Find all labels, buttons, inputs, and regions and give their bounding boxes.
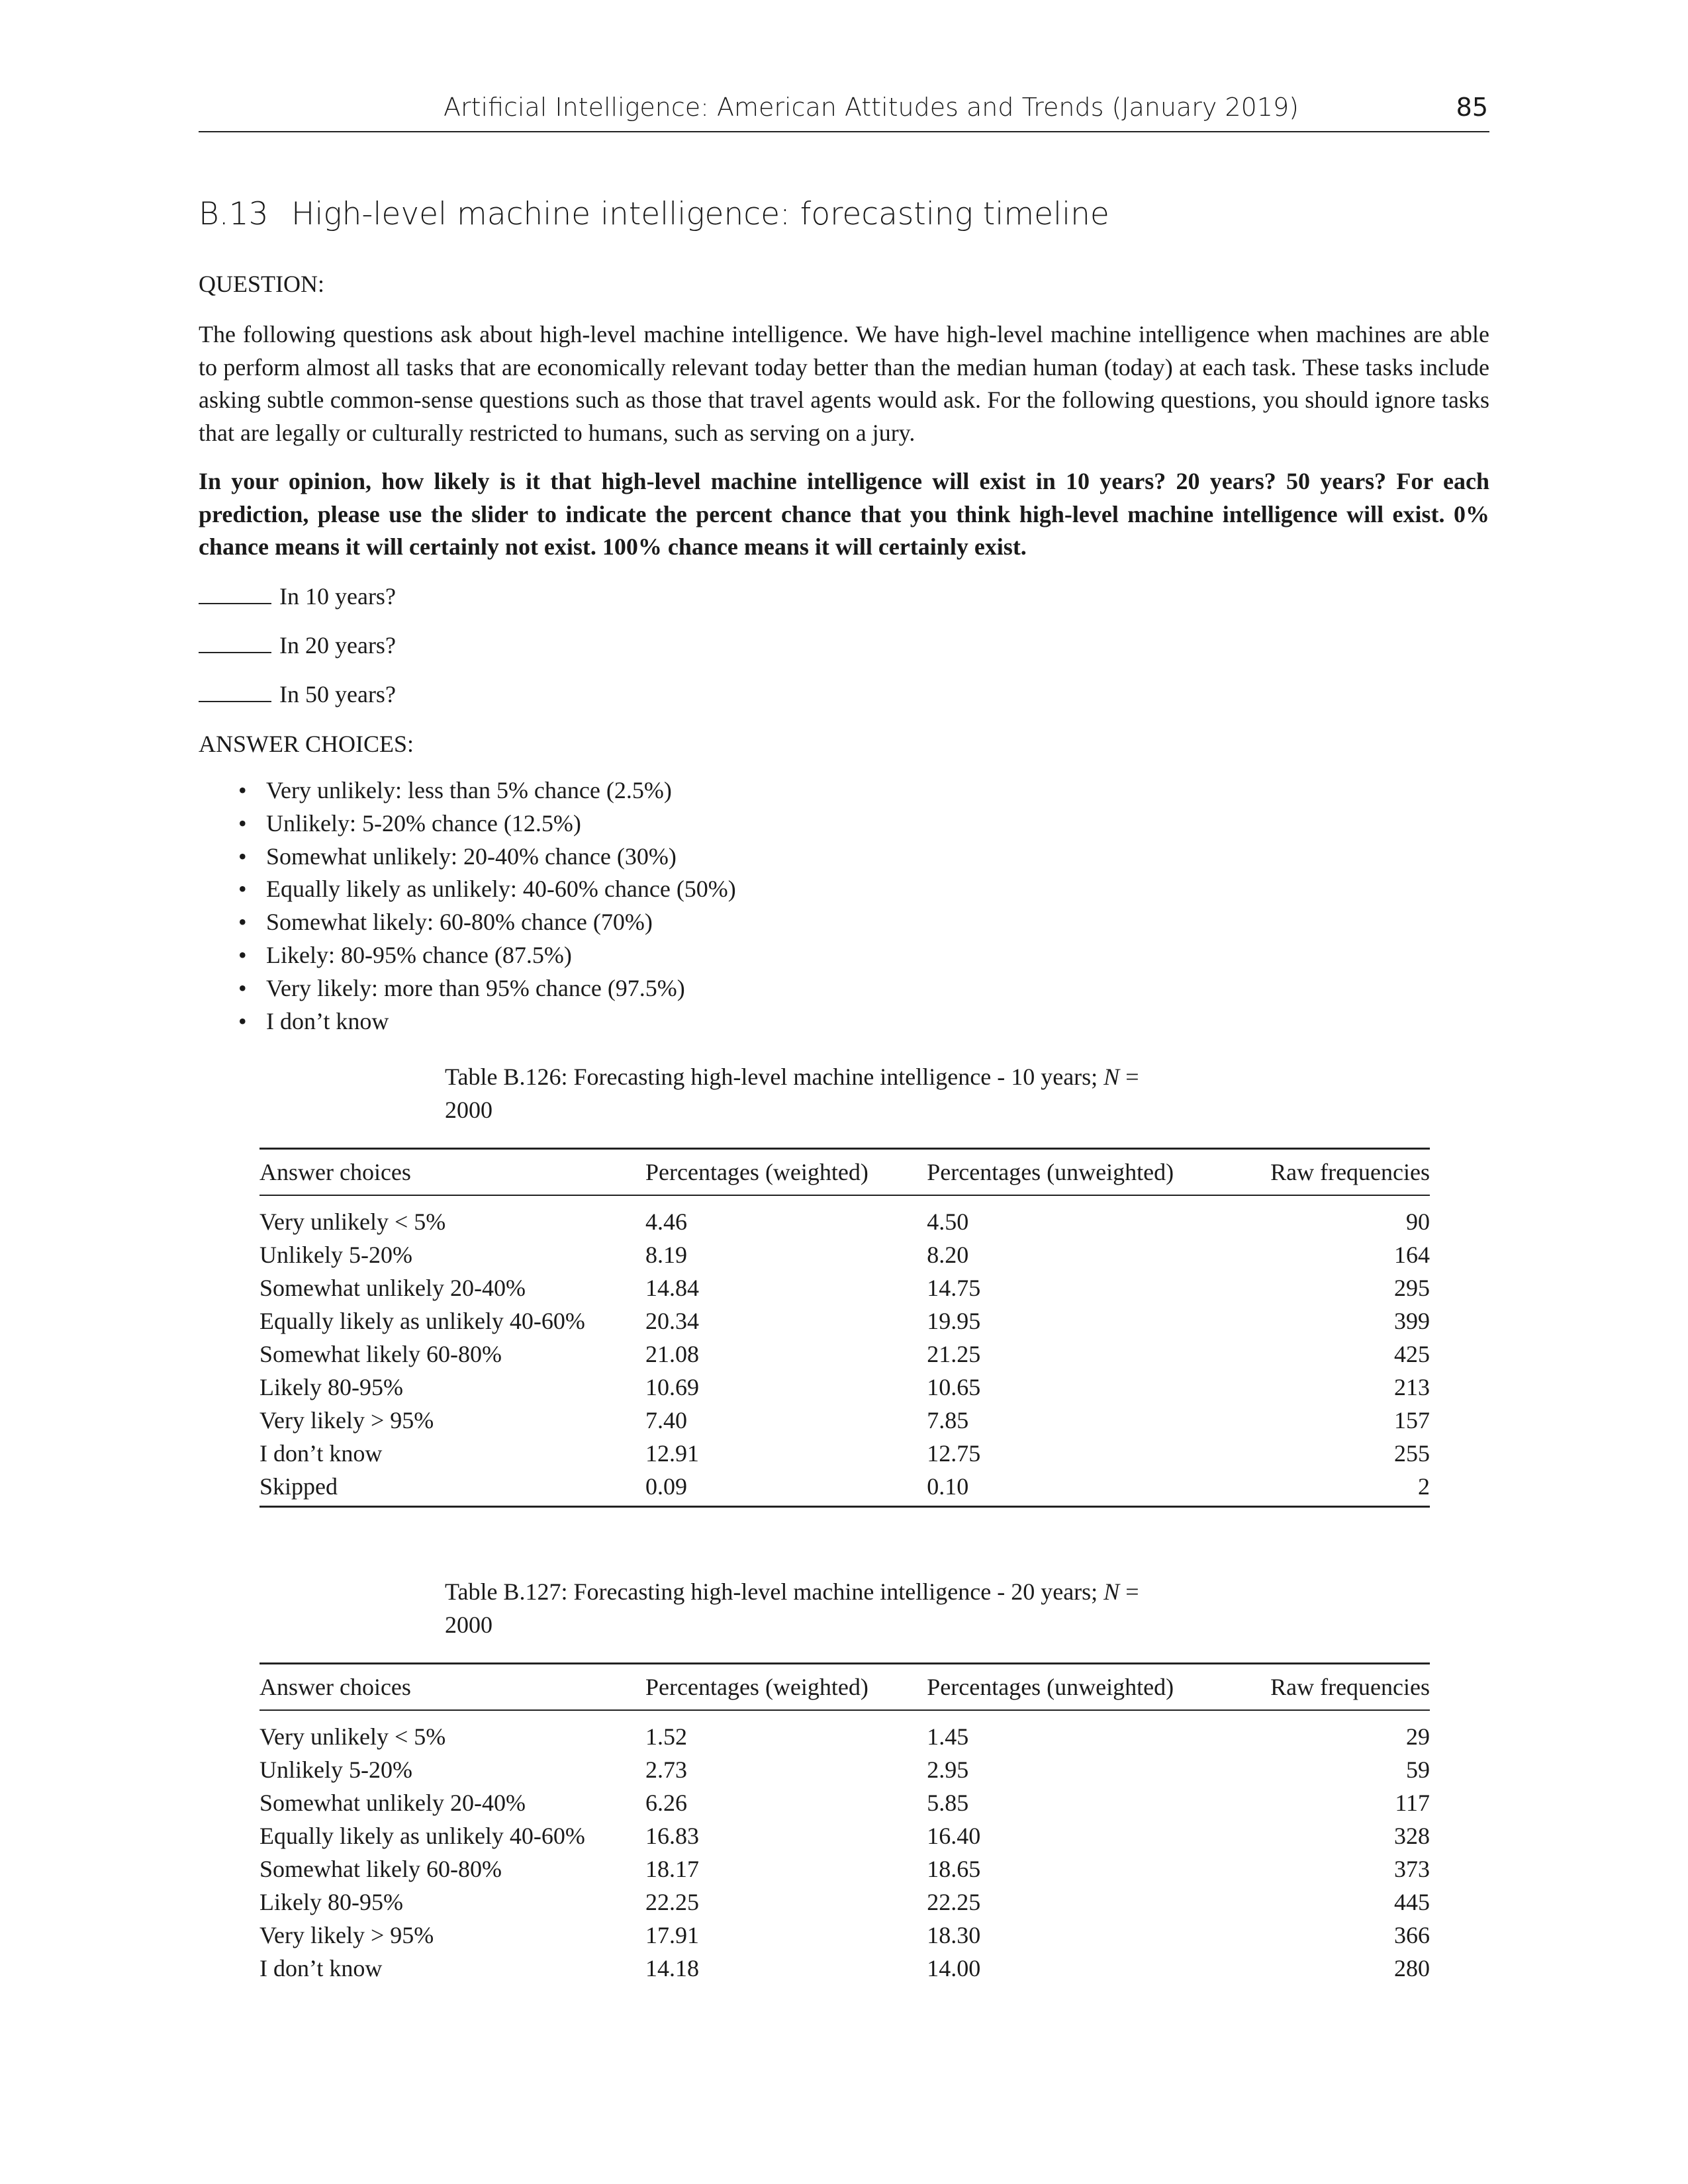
column-header: Answer choices	[259, 1149, 645, 1196]
list-item: • Unlikely: 5-20% chance (12.5%)	[238, 807, 736, 841]
bullet-icon: •	[238, 876, 247, 903]
list-item: • Equally likely as unlikely: 40-60% chance (50%)	[238, 873, 736, 906]
list-item: • Very likely: more than 95% chance (97.5%)	[238, 972, 736, 1005]
list-item: • Somewhat likely: 60-80% chance (70%)	[238, 906, 736, 939]
table-row: Skipped 0.09 0.10 2	[259, 1470, 1430, 1507]
blank-50-years	[199, 680, 396, 708]
list-item: • Somewhat unlikely: 20-40% chance (30%)	[238, 841, 736, 874]
column-header: Percentages (unweighted)	[927, 1664, 1270, 1711]
bullet-icon: •	[238, 909, 247, 936]
table-row: Equally likely as unlikely 40-60% 16.83 16.40 328	[259, 1823, 1430, 1849]
blank-line	[199, 688, 271, 702]
table-row: Very likely > 95% 7.40 7.85 157	[259, 1407, 1430, 1433]
bullet-icon: •	[238, 974, 247, 1001]
table-row: Very unlikely < 5% 4.46 4.50 90	[259, 1208, 1430, 1235]
blank-line	[199, 639, 271, 653]
table-header-row	[259, 1149, 1430, 1196]
table-row: I don’t know 12.91 12.75 255	[259, 1440, 1430, 1467]
page-number: 85	[1456, 93, 1488, 122]
running-header	[199, 93, 1489, 132]
question-bold-text: In your opinion, how likely is it that high-level machine intelligence will exist in 10 years? 20 years? 50 years? For each prediction, please use the slider to indicate the percent chance that you think high-level machine intelligence will exist. 0% chance means it will certainly not exist. 100% chance means it will certainly exist.	[199, 468, 1489, 560]
blank-label: In 10 years?	[279, 583, 396, 610]
question-text: The following questions ask about high-level machine intelligence. We have high-level machine intelligence when machines are able to perform almost all tasks that are economically relevant today better than the median human (today) at each task. These tasks include asking subtle common-sense questions such as those that travel agents would ask. For the following questions, you should ignore tasks that are legally or culturally restricted to humans, such as serving on a jury.	[199, 321, 1489, 446]
bullet-icon: •	[238, 842, 247, 870]
table-row: Equally likely as unlikely 40-60% 20.34 19.95 399	[259, 1308, 1430, 1334]
table-10-years	[259, 1148, 1430, 1508]
section-title	[199, 196, 1109, 232]
table-row: Somewhat unlikely 20-40% 14.84 14.75 295	[259, 1275, 1430, 1301]
bullet-icon: •	[238, 1007, 247, 1034]
table-20-years	[259, 1662, 1430, 1985]
table-header-row	[259, 1664, 1430, 1711]
bullet-icon: •	[238, 941, 247, 968]
answer-choices-list	[238, 774, 736, 1038]
blank-label: In 50 years?	[279, 681, 396, 707]
table-caption: Table B.126: Forecasting high-level machine intelligence - 10 years; N = 2000	[445, 1064, 1139, 1123]
blank-label: In 20 years?	[279, 632, 396, 659]
table-row: I don’t know 14.18 14.00 280	[259, 1955, 1430, 1981]
table-row: Unlikely 5-20% 2.73 2.95 59	[259, 1756, 1430, 1783]
bullet-icon: •	[238, 777, 247, 803]
table-caption: Table B.127: Forecasting high-level machine intelligence - 20 years; N = 2000	[445, 1578, 1139, 1638]
table-row: Somewhat unlikely 20-40% 6.26 5.85 117	[259, 1790, 1430, 1816]
blank-10-years	[199, 582, 396, 610]
table-row: Somewhat likely 60-80% 18.17 18.65 373	[259, 1856, 1430, 1882]
section-number: B.13	[199, 196, 269, 232]
table-row: Very unlikely < 5% 1.52 1.45 29	[259, 1723, 1430, 1750]
list-item: • I don’t know	[238, 1005, 736, 1038]
list-item: • Very unlikely: less than 5% chance (2.5%)	[238, 774, 736, 807]
table-row: Unlikely 5-20% 8.19 8.20 164	[259, 1242, 1430, 1268]
blank-line	[199, 590, 271, 604]
column-header: Percentages (weighted)	[645, 1664, 927, 1711]
running-title: Artificial Intelligence: American Attitudes and Trends (January 2019)	[444, 93, 1299, 122]
bullet-icon: •	[238, 809, 247, 837]
blank-20-years	[199, 631, 396, 659]
table-row: Very likely > 95% 17.91 18.30 366	[259, 1922, 1430, 1948]
table-row: Likely 80-95% 22.25 22.25 445	[259, 1889, 1430, 1915]
column-header: Answer choices	[259, 1664, 645, 1711]
table-row: Likely 80-95% 10.69 10.65 213	[259, 1374, 1430, 1400]
section-heading: High-level machine intelligence: forecasting timeline	[291, 196, 1109, 232]
question-label: QUESTION:	[199, 271, 324, 297]
column-header: Raw frequencies	[1270, 1664, 1430, 1711]
table-row: Somewhat likely 60-80% 21.08 21.25 425	[259, 1341, 1430, 1367]
column-header: Raw frequencies	[1270, 1149, 1430, 1196]
column-header: Percentages (unweighted)	[927, 1149, 1270, 1196]
list-item: • Likely: 80-95% chance (87.5%)	[238, 939, 736, 972]
column-header: Percentages (weighted)	[645, 1149, 927, 1196]
answer-choices-label: ANSWER CHOICES:	[199, 731, 414, 757]
